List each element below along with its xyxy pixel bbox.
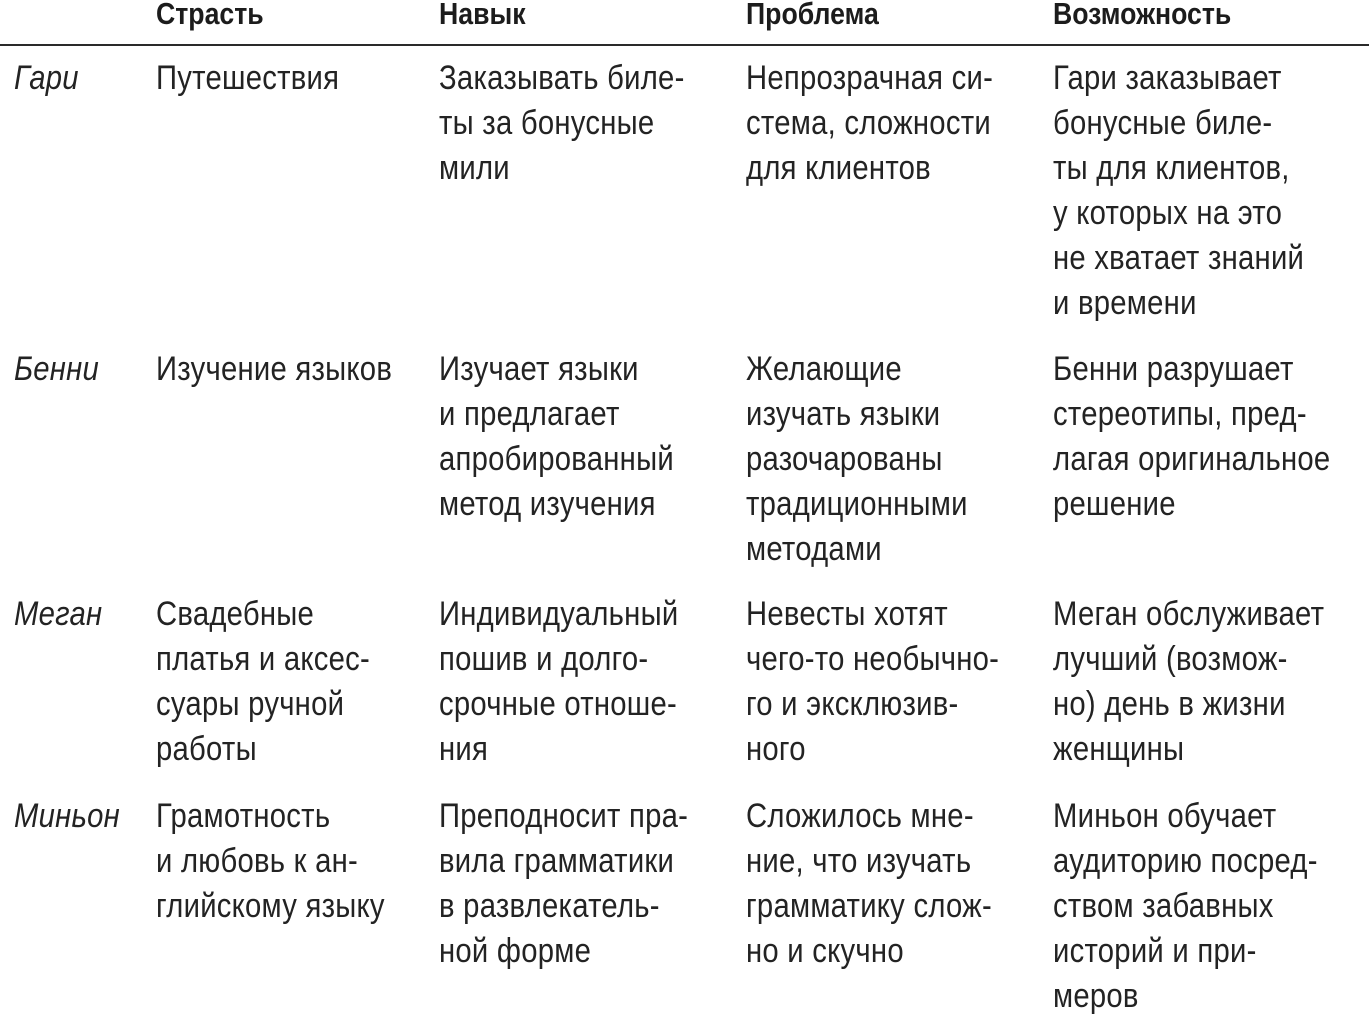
row-name: Меган [14, 595, 103, 633]
header-skill: Навык [439, 0, 526, 31]
row-name: Бенни [14, 350, 100, 388]
cell-skill: Преподносит пра- вила грамматики в развлекатель- ной форме [439, 797, 689, 970]
cell-passion: Изучение языков [156, 350, 393, 388]
row-name: Миньон [14, 797, 120, 835]
cell-problem: Сложилось мне- ние, что изучать грамматику слож- но и скучно [746, 797, 992, 970]
cell-passion: Путешествия [156, 59, 340, 97]
cell-opportunity: Миньон обучает аудиторию посред- ством забавных историй и при- меров [1053, 797, 1318, 1015]
cell-skill: Заказывать биле- ты за бонусные мили [439, 59, 685, 187]
header-opportunity: Возможность [1053, 0, 1232, 31]
header-problem: Проблема [746, 0, 879, 31]
cell-skill: Индивидуальный пошив и долго- срочные отноше- ния [439, 595, 679, 768]
header-passion: Страсть [156, 0, 264, 31]
row-name: Гари [14, 59, 79, 97]
cell-opportunity: Меган обслуживает лучший (возмож- но) день в жизни женщины [1053, 595, 1325, 768]
cell-opportunity: Гари заказывает бонусные биле- ты для клиентов, у которых на это не хватает знаний и времени [1053, 59, 1305, 322]
cell-passion: Грамотность и любовь к ан- глийскому языку [156, 797, 385, 925]
cell-passion: Свадебные платья и аксес- суары ручной работы [156, 595, 371, 768]
table-header [0, 0, 1369, 46]
cell-skill: Изучает языки и предлагает апробированный метод изучения [439, 350, 674, 523]
cell-opportunity: Бенни разрушает стереотипы, пред- лагая оригинальное решение [1053, 350, 1331, 523]
cell-problem: Желающие изучать языки разочарованы традиционными методами [746, 350, 968, 568]
cell-problem: Невесты хотят чего-то необычно- го и эксклюзив- ного [746, 595, 1000, 768]
cell-problem: Непрозрачная си- стема, сложности для клиентов [746, 59, 994, 187]
